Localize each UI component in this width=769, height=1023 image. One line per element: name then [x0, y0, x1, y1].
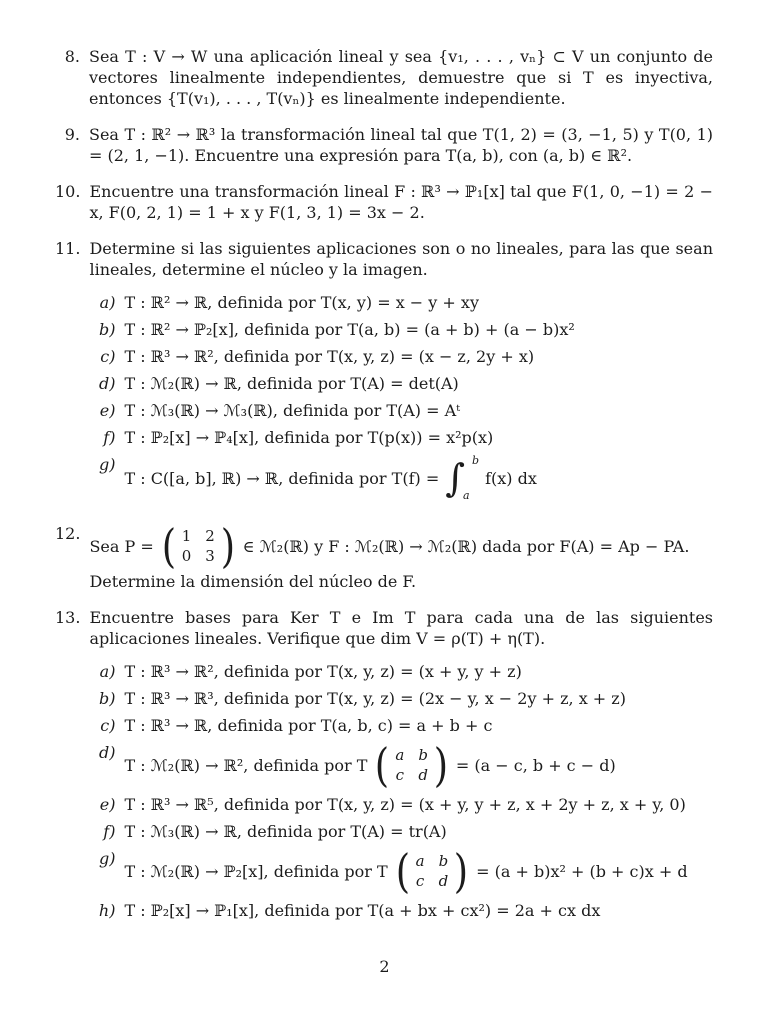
item-text: T : ℝ³ → ℝ⁵, definida por T(x, y, z) = (x + y, y + z, x + 2y + z, x + y, 0)	[124, 795, 686, 814]
matrix-cell: 2	[205, 526, 215, 545]
matrix-cell: c	[395, 765, 405, 784]
item-text: T : ℝ³ → ℝ², definida por T(x, y, z) = (x − z, 2y + x)	[124, 347, 535, 366]
item-label: a)	[99, 662, 116, 681]
item-text: T : ℝ² → ℝ, definida por T(x, y) = x − y + xy	[124, 293, 479, 312]
matrix-2x2	[160, 519, 237, 573]
right-paren: )	[433, 738, 449, 792]
item-text: T : ℝ² → ℙ₂[x], definida por T(a, b) = (a + b) + (a − b)x²	[124, 320, 575, 339]
item-label: b)	[98, 320, 116, 339]
list-item	[95, 373, 713, 394]
list-item-matrix	[95, 738, 713, 792]
problem-8-text: Sea T : V → W una aplicación lineal y sea {v₁, . . . , vₙ} ⊂ V un conjunto de vectores linealmente independientes, demuestre que si T es inyectiva, entonces {T(v₁), . . . , T(vₙ)} es linealmente independiente.	[89, 47, 713, 108]
problem-11-sublist	[95, 292, 713, 502]
item-text: T : ℙ₂[x] → ℙ₁[x], definida por T(a + bx + cx²) = 2a + cx dx	[124, 901, 601, 920]
problem-10-body	[89, 181, 713, 223]
matrix-cell: b	[418, 745, 428, 764]
page-number: 2	[379, 957, 390, 976]
integral-limits	[465, 455, 479, 501]
list-item	[95, 346, 713, 367]
problem-12-text-2: Determine la dimensión del núcleo de F.	[89, 572, 417, 591]
problem-9-text: Sea T : ℝ² → ℝ³ la transformación lineal tal que T(1, 2) = (3, −1, 5) y T(0, 1) = (2, 1, −1). Encuentre una expresión para T(a, b), con (a, b) ∈ ℝ².	[89, 125, 713, 165]
problem-13-number: 13.	[55, 608, 81, 627]
matrix-entries	[391, 746, 432, 785]
integral-expression	[445, 454, 479, 502]
matrix-entries	[178, 527, 219, 566]
right-paren: )	[220, 519, 235, 573]
integral-upper-limit: b	[472, 454, 480, 467]
problem-12-post-text: ∈ ℳ₂(ℝ) y F : ℳ₂(ℝ) → ℳ₂(ℝ) dada por F(A) = Ap − PA.	[242, 536, 690, 556]
problem-10-text: Encuentre una transformación lineal F : ℝ³ → ℙ₁[x] tal que F(1, 0, −1) = 2 − x, F(0, 2, 1) = 1 + x y F(1, 3, 1) = 3x − 2.	[89, 182, 713, 222]
problem-12-pre-text: Sea P =	[89, 536, 154, 556]
problem-10-number: 10.	[55, 182, 81, 201]
list-item	[95, 794, 713, 815]
problem-8	[55, 46, 713, 109]
matrix-cell: 1	[181, 526, 192, 545]
problem-10	[55, 181, 713, 223]
item-text	[124, 738, 713, 792]
list-item	[95, 427, 713, 448]
problem-11	[55, 238, 713, 508]
list-item	[95, 661, 713, 682]
item-label: b)	[98, 689, 116, 708]
integral-pre-text: T : C([a, b], ℝ) → ℝ, definida por T(f) =	[124, 468, 440, 488]
item-label: a)	[99, 293, 116, 312]
problem-11-body	[89, 238, 713, 508]
matrix-cell: d	[418, 765, 428, 784]
list-item	[95, 688, 713, 709]
item-text: T : ℙ₂[x] → ℙ₄[x], definida por T(p(x)) = x²p(x)	[124, 428, 494, 447]
matrix-post-text: = (a − c, b + c − d)	[455, 755, 616, 775]
matrix-2x2	[394, 844, 470, 898]
matrix-pre-text: T : ℳ₂(ℝ) → ℙ₂[x], definida por T	[124, 861, 388, 881]
item-label: c)	[100, 347, 116, 366]
list-item	[95, 292, 713, 313]
matrix-cell: a	[395, 745, 405, 764]
list-item-integral	[95, 454, 713, 502]
item-text: T : ℳ₂(ℝ) → ℝ, definida por T(A) = det(A)	[124, 374, 459, 393]
problem-13	[55, 607, 713, 927]
left-paren: (	[395, 844, 410, 898]
item-label: d)	[98, 743, 116, 762]
matrix-entries	[412, 852, 453, 891]
list-item-matrix	[95, 844, 713, 898]
item-text: T : ℝ³ → ℝ³, definida por T(x, y, z) = (2x − y, x − 2y + z, x + z)	[124, 689, 626, 708]
problem-9	[55, 124, 713, 166]
integral-lower-limit: a	[463, 489, 470, 502]
item-text: T : ℝ³ → ℝ², definida por T(x, y, z) = (x + y, y + z)	[124, 662, 522, 681]
problem-12-body	[89, 519, 713, 592]
problem-9-number: 9.	[64, 125, 80, 144]
problem-9-body	[89, 124, 713, 166]
item-label: e)	[99, 795, 116, 814]
problem-11-text: Determine si las siguientes aplicaciones son o no lineales, para las que sean lineales, determine el núcleo y la imagen.	[89, 239, 713, 279]
matrix-post-text: = (a + b)x² + (b + c)x + d	[476, 861, 688, 881]
item-text	[124, 844, 713, 898]
problem-13-sublist	[95, 661, 713, 921]
problem-12-number: 12.	[55, 524, 81, 543]
matrix-cell: a	[415, 851, 425, 870]
item-label: e)	[99, 401, 116, 420]
list-item	[95, 900, 713, 921]
matrix-2x2	[373, 738, 449, 792]
list-item	[95, 821, 713, 842]
item-label: g)	[98, 455, 116, 474]
problem-8-body	[89, 46, 713, 109]
item-label: f)	[103, 428, 116, 447]
matrix-cell: d	[438, 871, 449, 890]
matrix-cell: 3	[205, 546, 215, 565]
problem-11-number: 11.	[55, 239, 81, 258]
item-text: T : ℳ₃(ℝ) → ℳ₃(ℝ), definida por T(A) = Aᵗ	[124, 401, 461, 420]
item-text: T : ℳ₃(ℝ) → ℝ, definida por T(A) = tr(A)	[124, 822, 447, 841]
list-item	[95, 400, 713, 421]
item-text: T : ℝ³ → ℝ, definida por T(a, b, c) = a + b + c	[124, 716, 493, 735]
problem-13-body	[89, 607, 713, 927]
left-paren: (	[161, 519, 176, 573]
item-label: d)	[98, 374, 116, 393]
matrix-cell: 0	[181, 546, 192, 565]
problem-13-text: Encuentre bases para Ker T e Im T para cada una de las siguientes aplicaciones lineales. Verifique que dim V = ρ(T) + η(T).	[89, 608, 713, 648]
matrix-pre-text: T : ℳ₂(ℝ) → ℝ², definida por T	[124, 755, 368, 775]
item-label: h)	[98, 901, 116, 920]
list-item	[95, 319, 713, 340]
matrix-cell: b	[438, 851, 449, 870]
problem-12-equation-line	[89, 519, 713, 573]
item-label: g)	[98, 849, 116, 868]
item-text	[124, 454, 713, 502]
integral-sign: ∫	[445, 456, 466, 500]
matrix-cell: c	[415, 871, 425, 890]
item-label: f)	[103, 822, 116, 841]
problem-12	[55, 519, 713, 592]
item-label: c)	[100, 716, 116, 735]
left-paren: (	[375, 738, 390, 792]
problem-8-number: 8.	[64, 47, 80, 66]
right-paren: )	[453, 844, 469, 898]
list-item	[95, 715, 713, 736]
integral-post-text: f(x) dx	[485, 468, 537, 488]
